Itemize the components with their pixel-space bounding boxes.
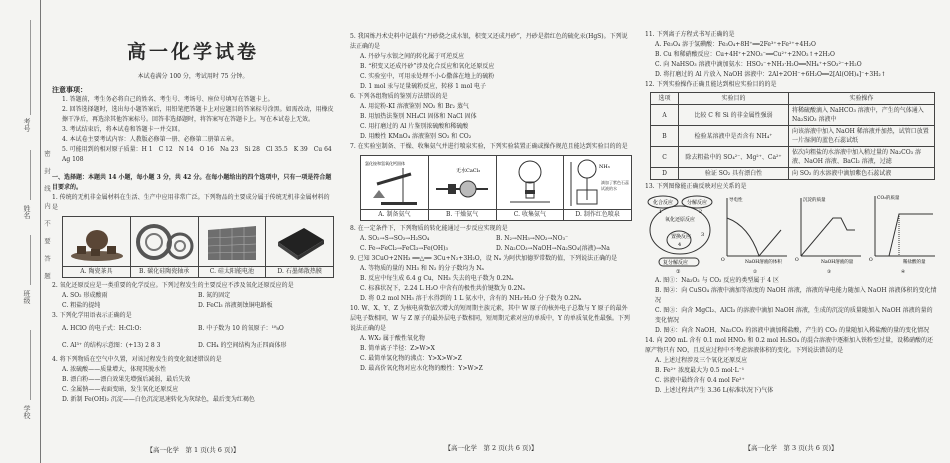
option: A. 浓硫酸——质量增大，体现其脱水性 [62,366,167,373]
binding-line [30,150,31,200]
option: B. 中子数为 10 的氧原子：¹⁸₈O [198,325,284,332]
question-13-stem: 13. 下列图像能正确反映对应关系的是 [645,183,747,190]
venn-label: 分解反应 [687,200,708,206]
question-2-stem: 2. 氧化还原反应是一类重要的化学反应。下列过程发生的主要反应不涉及氧化还原反应的是 [52,282,294,289]
cell: 依次向粗盐的水溶液中加入稍过量的 Na₂CO₃ 溶液、NaOH 溶液、BaCl₂ 溶液，过滤 [789,147,935,168]
option-b-cell [429,156,497,220]
figure-2-conductivity-graph [719,194,789,274]
option: C. 图③：向含 MgCl₂、AlCl₃ 的溶液中滴加 NaOH 溶液，生成的沉淀的质量随加入 NaOH 溶液的量的变化情况 [655,307,933,324]
name-label: 姓名 [23,205,31,219]
venn-region: 1 [659,209,663,215]
exam-title: 高一化学试卷 [126,41,259,63]
cell: A [651,105,679,126]
option: B. N₂→NH₃→NO₂→NO₃⁻ [496,235,569,242]
section-heading: 一、选择题：本题共 14 小题，每小题 3 分，共 42 分。在每小题给出的四个选项中，只有一项是符合题目要求的。 [52,174,332,191]
seal-line [40,0,41,463]
origin-label: O [795,258,799,263]
y-axis-label: 沉淀的质量 [803,198,826,203]
x-axis-label: NaOH溶液的体积 [745,260,782,265]
table-row [651,147,935,168]
option-d-caption: D. 石墨烯散热膜 [266,266,333,277]
note-item: 3. 考试结束后，将本试卷和答题卡一并交回。 [62,126,184,133]
apparatus-label: NH₃ [598,163,610,170]
apparatus-label: 无水CaCl₂ [456,167,481,174]
question-13-figures [645,194,937,274]
question-12-table [650,92,935,180]
venn-region: 2 [699,209,703,215]
apparatus-a-diagram [361,156,428,209]
apparatus-b-diagram [429,156,496,209]
cell: 将稀硫酸滴入 NaHCO₃ 溶液中，产生的气体通入 Na₂SiO₃ 溶液中 [789,105,935,126]
cell: 除去粗盐中的 SO₄²⁻、Mg²⁺、Ca²⁺ [679,147,789,168]
option: C. 溶液中最终含有 0.4 mol Fe²⁺ [655,377,745,384]
cell: 验证 SO₂ 具有漂白性 [679,168,789,180]
venn-label: 复分解反应 [663,260,689,266]
y-axis-label: 导电性 [729,198,743,203]
question-1-stem: 1. 传统的无机非金属材料在生活、生产中应用非常广泛。下列物品的主要成分属于传统无机非金属材料的是 [52,194,330,211]
cell: 比较 C 和 Si 的非金属性强弱 [679,105,789,126]
question-12-stem: 12. 下列实验操作正确且能达到相应实验目的的是 [645,81,777,88]
column-header: 选项 [651,93,679,105]
option-c-caption: C. 收集氨气 [497,209,564,220]
notes-heading: 注意事项： [52,85,87,94]
exam-number-label: 考号 [23,118,31,132]
option: C. 最简单氢化物的沸点：Y>X>W>Z [360,355,462,362]
option: C. 标准状况下，2.24 L H₂O 中含有的极性共价键数为 0.2Nₐ [360,285,525,292]
option: B. “积变又还成丹砂”涉及化合反应和氧化还原反应 [360,63,495,70]
co2-curve [875,214,933,256]
option: B. 用加热法鉴别 NH₄Cl 固体和 NaCl 固体 [360,113,477,120]
cell: D [651,168,679,180]
question-7-stem: 7. 在实验室制备、干燥、收集氨气并进行喷泉实验，下列实验装置正确或操作规范且能达到实验目的的是 [350,143,628,150]
conductivity-curve [727,218,781,256]
question-8-options [350,244,632,254]
option: D. CH₄ 的空间结构为正四面体形 [198,342,287,349]
option: D. 将 0.2 mol NH₃ 溶于水得到的 1 L 氨水中，含有的 NH₃·H₂O 分子数为 0.2Nₐ [360,295,582,302]
option-b-caption: B. 干燥氨气 [429,209,496,220]
page-2 [350,32,632,374]
option-c-cell [199,217,267,277]
question-14-stem: 14. 向 200 mL 含有 0.1 mol HNO₃ 和 0.2 mol H₂SO₄ 的混合溶液中逐渐加入铁粉至过量，设稀硝酸的还原产物只有 NO，且反应过程中不考虑溶液体积的变化。下列说法错误的是 [645,337,933,354]
question-8-options [350,234,632,244]
venn-label: 氧化还原反应 [665,217,696,223]
binding-line [30,330,31,400]
table-row [651,126,935,147]
option-d-caption: D. 制作红色喷泉 [564,209,631,220]
note-item: 4. 本试卷主要考试内容：人教版必修第一册、必修第二册第五章。 [62,136,238,143]
table-row [651,168,935,180]
question-10-stem: 10. W、X、Y、Z 为核电荷数依次增大的短周期主族元素，其中 W 原子的核外电子总数与 Y 原子的最外层电子数相同，W 与 Z 原子的最外层电子数相同，短周期元素对应的单质中，Y 的单质氧化性最强。下列说法正确的是 [350,305,630,332]
column-header: 实验操作 [789,93,935,105]
cell: 向 SO₂ 的水溶液中滴加紫色石蕊试液 [789,168,935,180]
option: B. 图②：向 CuSO₄ 溶液中滴加等浓度的 NaOH 溶液，溶液的导电能力随加入 NaOH 溶液体积的变化情况 [655,287,937,304]
venn-label: 置换反应 [671,234,692,240]
question-8-stem: 8. 在一定条件下，下列物质的转化能通过一步反应实现的是 [350,225,508,232]
binding-line [30,20,31,115]
option-b-caption: B. 碳化硅陶瓷轴承 [131,266,198,277]
venn-region: 4 [678,242,682,248]
figure-1-venn [645,194,715,274]
option: C. Fe→FeCl₂→FeCl₃→Fe(OH)₃ [360,245,448,252]
option-c-cell [497,156,565,220]
class-label: 班级 [23,290,31,304]
question-4-stem: 4. 将下列物质在空气中久置，对该过程发生的变化叙述错误的是 [52,356,222,363]
origin-label: O [869,258,873,263]
option: B. 氮的固定 [198,292,231,299]
solar-panel-image [199,217,266,266]
apparatus-label: 滴加了紫色石蕊试液的水 [600,179,629,190]
option: B. Fe²⁺ 浓度最大为 0.5 mol·L⁻¹ [655,367,745,374]
option: B. Cu 和稀硝酸反应：Cu+4H⁺+2NO₃⁻══Cu²⁺+2NO₂↑+2H₂O [655,51,835,58]
note-item: 2. 回答选择题时，选出每小题答案后，用铅笔把答题卡上对应题目的答案标号涂黑。如需改动，用橡皮擦干净后，再选涂其他答案标号。回答非选择题时，将答案写在答题卡上。写在本试卷上无效。 [62,106,334,123]
option: A. SO₂→S→SO₃→H₂SO₄ [360,235,430,242]
question-2-options [52,291,334,301]
option: D. 新制 Fe(OH)₂ 沉淀——白色沉淀迅速转化为灰绿色，最后变为红褐色 [62,396,255,403]
question-2-options [52,301,334,311]
note-item: 1. 答题前，考生务必将自己的姓名、考生号、考场号、座位号填写在答题卡上。 [62,96,274,103]
question-11-stem: 11. 下列离子方程式书写正确的是 [645,31,735,38]
table-header [651,93,935,105]
question-3-stem: 3. 下列化学用语表示正确的是 [52,312,132,319]
option: B. 简单离子半径：Z>W>X [360,345,435,352]
page-1 [52,0,338,405]
option: B. 漂白粉——漂白效果先增强后减弱，最后失效 [62,376,191,383]
question-1-images [62,216,334,278]
seal-text: 密封线内不要答题 [43,150,51,290]
option: D. 1 mol 汞与足量硫粉反应，转移 1 mol 电子 [360,83,487,90]
option: C. Al³⁺ 的结构示意图：(+13) 2 8 3 [62,342,161,349]
venn-label: 化合反应 [653,200,674,206]
bearing-image [131,217,198,266]
option: D. 图④：向含 NaOH、Na₂CO₃ 的溶液中滴加稀盐酸，产生的 CO₂ 的量随加入稀盐酸的量的变化情况 [655,327,930,334]
exam-subtitle: 本试卷满分 100 分，考试用时 75 分钟。 [137,73,249,80]
option-c-caption: C. 硅太阳能电池 [199,266,266,277]
cell: C [651,147,679,168]
option: C. 实验室中，可用汞处理不小心撒落在地上的硫粉 [360,73,495,80]
option-a-cell [63,217,131,277]
question-3-options [52,321,334,337]
y-axis-label: CO₂的质量 [877,196,900,201]
graphene-film-image [266,217,333,266]
teapot-image [63,217,130,266]
option: B. 反应中每生成 6.4 g Cu，NH₃ 失去的电子数为 0.2Nₐ [360,275,514,282]
option: A. Fe₃O₄ 溶于氢碘酸：Fe₃O₄+8H⁺══2Fe³⁺+Fe²⁺+4H₂O [655,41,816,48]
option-b-cell [131,217,199,277]
figure-number: ④ [901,270,906,274]
option: A. SO₂ 形成酸雨 [62,292,108,299]
question-5-stem: 5. 我国炼丹术史料中记载有“丹砂烧之成水银，积变又还成丹砂”，丹砂是指红色的硫化汞(HgS)。下列说法正确的是 [350,33,628,50]
cell: B [651,126,679,147]
option: D. Na₂CO₃→NaOH→Na₂SO₄(溶液)→Na [496,245,610,252]
apparatus-label: 氯化铵和氢氧化钙固体 [365,160,406,166]
option: D. 最高价氧化物对应水化物的酸性：Y>W>Z [360,365,483,372]
option: A. 用淀粉-KI 溶液鉴别 NO₂ 和 Br₂ 蒸气 [360,103,469,110]
option: A. 丹砂与水银之间的转化属于可逆反应 [360,53,465,60]
option: C. 粗盐的提纯 [62,302,101,309]
option: A. HClO 的电子式：H:Cl:O: [62,325,142,332]
page-1-footer: 【高一化学 第 1 页(共 6 页)】 [146,446,240,454]
precipitate-curve [801,218,855,256]
figure-number: ② [753,270,758,274]
x-axis-label: NaOH溶液的量 [821,260,854,265]
question-3-options [52,337,334,355]
question-9-stem: 9. 已知 3CuO+2NH₃ ══△══ 3Cu+N₂+3H₂O，设 Nₐ 为阿伏加德罗常数的值，下列说法正确的是 [350,255,618,262]
option-a-caption: A. 陶瓷茶具 [63,266,130,277]
option: D. FeCl₃ 溶液刻蚀铜电路板 [198,302,273,309]
table-row [651,105,935,126]
option: C. 金属钠——表面变暗，发生氧化还原反应 [62,386,179,393]
venn-region: 3 [701,232,705,238]
apparatus-d-diagram [564,156,631,209]
question-7-apparatus [360,155,632,221]
apparatus-c-diagram [497,156,564,209]
figure-3-precipitate-graph [793,194,863,274]
cell: 检验某溶液中是否含有 NH₄⁺ [679,126,789,147]
option: A. WX₂ 属于酸性氧化物 [360,335,425,342]
option-d-cell [266,217,333,277]
binding-line [30,235,31,285]
option: A. 上述过程涉及三个氧化还原反应 [655,357,748,364]
figure-4-co2-graph [867,194,937,274]
figure-number: ① [676,269,681,274]
option: A. 等物质的量的 NH₃ 和 N₂ 的分子数均为 Nₐ [360,265,484,272]
option: C. 用打磨过的 Al 片鉴别浓硫酸和稀硫酸 [360,123,469,130]
page-3 [645,30,937,396]
option: D. 用酸性 KMnO₄ 溶液鉴别 SO₂ 和 CO₂ [360,133,472,140]
option-a-cell [361,156,429,220]
origin-label: O [721,258,725,263]
binding-strip [0,0,51,463]
page-3-footer: 【高一化学 第 3 页(共 6 页)】 [744,444,838,452]
option: C. 向 NaHSO₃ 溶液中滴加氨水：HSO₃⁻+NH₃·H₂O══NH₄⁺+SO₃²⁻+H₂O [655,61,862,68]
cell: 向该溶液中加入 NaOH 稀溶液并加热，试管口放置一片湿润的蓝色石蕊试纸 [789,126,935,147]
school-label: 学校 [23,405,31,419]
page-2-footer: 【高一化学 第 2 页(共 6 页)】 [444,444,538,452]
column-header: 实验目的 [679,93,789,105]
option: D. 将打磨过的 Al 片放入 NaOH 溶液中：2Al+2OH⁻+6H₂O══2[Al(OH)₄]⁻+3H₂↑ [655,71,886,78]
option-a-caption: A. 制备氨气 [361,209,428,220]
figure-number: ③ [827,270,832,274]
note-item: 5. 可能用到的相对原子质量：H 1 C 12 N 14 O 16 Na 23 Si 28 Cl 35.5 K 39 Cu 64 Ag 108 [62,146,338,163]
option: D. 上述过程共产生 3.36 L(标准状况下)气体 [655,387,774,394]
question-6-stem: 6. 下列各组物质的鉴别方法错误的是 [350,93,448,100]
x-axis-label: 稀盐酸的量 [903,260,926,265]
option-d-cell [564,156,631,220]
option: A. 图①：Na₂O₂ 与 CO₂ 反应的类型属于 4 区 [655,277,779,284]
